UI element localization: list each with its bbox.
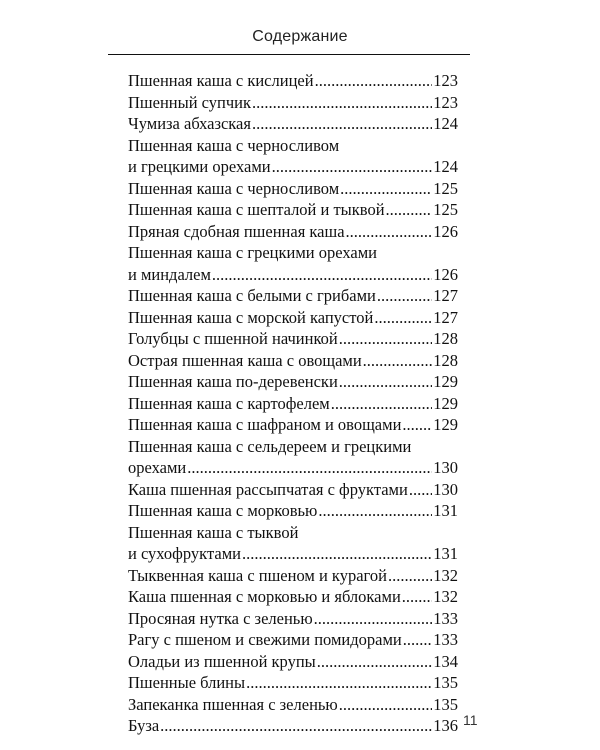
toc-entry-page: 132 xyxy=(433,587,458,606)
toc-entry[interactable] xyxy=(128,694,458,716)
toc-entry-page: 128 xyxy=(433,329,458,348)
toc-entry-title-line1: Пшенная каша с черносливом xyxy=(128,135,340,155)
dot-leader xyxy=(339,328,433,350)
toc-entry-title: Рагу с пшеном и свежими помидорами xyxy=(128,630,402,649)
toc-entry-page: 129 xyxy=(433,415,458,434)
dot-leader xyxy=(160,715,432,737)
toc-entry[interactable] xyxy=(128,221,458,243)
toc-entry-title: Пшенный супчик xyxy=(128,92,251,112)
toc-entry-page: 130 xyxy=(433,458,458,477)
toc-entry[interactable] xyxy=(128,715,458,737)
toc-entry-title: и миндалем xyxy=(128,264,211,284)
toc-entry-page: 136 xyxy=(433,716,458,735)
toc-entry-page: 135 xyxy=(433,673,458,692)
header-rule xyxy=(108,54,470,55)
dot-leader xyxy=(377,285,432,307)
toc-entry-page: 125 xyxy=(433,178,458,198)
toc-entry[interactable] xyxy=(128,371,458,393)
toc-entry-title: Голубцы с пшенной начинкой xyxy=(128,329,338,348)
toc-entry-title: Пшенная каша с шафраном и овощами xyxy=(128,415,402,434)
toc-entry[interactable] xyxy=(128,350,458,372)
dot-leader xyxy=(272,156,433,178)
toc-entry-page: 124 xyxy=(433,114,458,133)
dot-leader xyxy=(318,500,432,522)
toc-entry-title: Пшенная каша с картофелем xyxy=(128,393,330,413)
dot-leader xyxy=(317,651,432,673)
dot-leader xyxy=(374,307,432,329)
toc-entry-title: Буза xyxy=(128,716,160,735)
dot-leader xyxy=(340,178,432,200)
toc-entry-title: Пряная сдобная пшенная каша xyxy=(128,221,345,241)
toc-entry-page: 129 xyxy=(433,393,458,413)
toc-entry[interactable] xyxy=(128,328,458,350)
toc-entry-page: 130 xyxy=(433,479,458,499)
toc-entry[interactable] xyxy=(128,178,458,200)
toc-entry[interactable] xyxy=(128,285,458,307)
toc-entry-title: Пшенная каша с кислицей xyxy=(128,71,314,90)
toc-entry-title: Пшенная каша с морской капустой xyxy=(128,307,374,327)
toc-entry[interactable] xyxy=(128,608,458,630)
toc-entry-title-line1: Пшенная каша с тыквой xyxy=(128,522,299,542)
toc-entry[interactable] xyxy=(128,479,458,501)
toc-entry-title: Пшенная каша с черносливом xyxy=(128,178,340,198)
toc-entry-title: Просяная нутка с зеленью xyxy=(128,608,313,628)
dot-leader xyxy=(402,586,432,608)
toc-entry[interactable] xyxy=(128,242,458,285)
toc-entry-page: 132 xyxy=(433,565,458,585)
toc-entry[interactable] xyxy=(128,672,458,694)
dot-leader xyxy=(388,565,432,587)
toc-entry-title-line1: Пшенная каша с сельдереем и грецкими xyxy=(128,436,412,456)
dot-leader xyxy=(252,92,432,114)
dot-leader xyxy=(331,393,433,415)
dot-leader xyxy=(386,199,433,221)
dot-leader xyxy=(212,264,432,286)
dot-leader xyxy=(187,457,432,479)
toc-entry[interactable] xyxy=(128,436,458,479)
toc-entry-page: 125 xyxy=(433,200,458,219)
toc-entry[interactable] xyxy=(128,586,458,608)
toc-entry-title: Тыквенная каша с пшеном и курагой xyxy=(128,565,387,585)
dot-leader xyxy=(252,113,432,135)
toc-entry[interactable] xyxy=(128,414,458,436)
toc-entry-title: Каша пшенная с морковью и яблоками xyxy=(128,587,401,606)
toc-entry[interactable] xyxy=(128,651,458,673)
toc-entry-page: 131 xyxy=(433,501,458,520)
toc-entry-title: Запеканка пшенная с зеленью xyxy=(128,694,338,714)
toc-entry-title: Оладьи из пшенной крупы xyxy=(128,651,316,671)
dot-leader xyxy=(402,414,432,436)
toc-entry-title: Пшенная каша с белыми с грибами xyxy=(128,286,376,305)
dot-leader xyxy=(314,608,433,630)
toc-entry-page: 126 xyxy=(433,221,458,241)
toc-entry-title-line1: Пшенная каша с грецкими орехами xyxy=(128,243,377,262)
toc-entry[interactable] xyxy=(128,92,458,114)
toc-entry-title: Пшенные блины xyxy=(128,673,246,692)
toc-entry[interactable] xyxy=(128,565,458,587)
toc-entry-title: Острая пшенная каша с овощами xyxy=(128,350,362,370)
toc-entry-page: 123 xyxy=(433,92,458,112)
dot-leader xyxy=(403,629,433,651)
dot-leader xyxy=(246,672,432,694)
page-number: 11 xyxy=(463,712,478,728)
toc-entry[interactable] xyxy=(128,113,458,135)
toc-entry-title: Пшенная каша с морковью xyxy=(128,501,318,520)
toc-entry-page: 133 xyxy=(433,630,458,649)
dot-leader xyxy=(363,350,433,372)
toc-entry-page: 127 xyxy=(433,286,458,305)
dot-leader xyxy=(409,479,432,501)
dot-leader xyxy=(242,543,432,565)
running-header: Содержание xyxy=(252,28,348,45)
dot-leader xyxy=(315,70,433,92)
toc-entry-title: орехами xyxy=(128,458,187,477)
dot-leader xyxy=(346,221,433,243)
dot-leader xyxy=(339,694,433,716)
toc-entry-title: и сухофруктами xyxy=(128,544,241,563)
toc-entry-page: 127 xyxy=(433,307,458,327)
toc-entry-title: Чумиза абхазская xyxy=(128,114,251,133)
dot-leader xyxy=(339,371,432,393)
toc-entry[interactable] xyxy=(128,135,458,178)
toc-entry-page: 126 xyxy=(433,264,458,284)
toc-entry[interactable] xyxy=(128,199,458,221)
toc-entry-page: 129 xyxy=(433,372,458,391)
toc-entry-title: Пшенная каша с шепталой и тыквой xyxy=(128,200,385,219)
toc-entry-page: 133 xyxy=(433,608,458,628)
toc-entry-title: и грецкими орехами xyxy=(128,157,271,176)
toc-entry-page: 131 xyxy=(433,544,458,563)
table-of-contents xyxy=(128,70,458,737)
toc-entry[interactable] xyxy=(128,500,458,522)
toc-entry-title: Каша пшенная рассыпчатая с фруктами xyxy=(128,479,408,499)
toc-entry-page: 123 xyxy=(433,71,458,90)
toc-entry[interactable] xyxy=(128,307,458,329)
toc-entry-page: 124 xyxy=(433,157,458,176)
toc-entry[interactable] xyxy=(128,522,458,565)
toc-entry-page: 134 xyxy=(433,651,458,671)
toc-entry-page: 135 xyxy=(433,694,458,714)
toc-entry[interactable] xyxy=(128,393,458,415)
toc-entry[interactable] xyxy=(128,70,458,92)
toc-entry-page: 128 xyxy=(433,350,458,370)
toc-entry-title: Пшенная каша по-деревенски xyxy=(128,372,338,391)
toc-entry[interactable] xyxy=(128,629,458,651)
